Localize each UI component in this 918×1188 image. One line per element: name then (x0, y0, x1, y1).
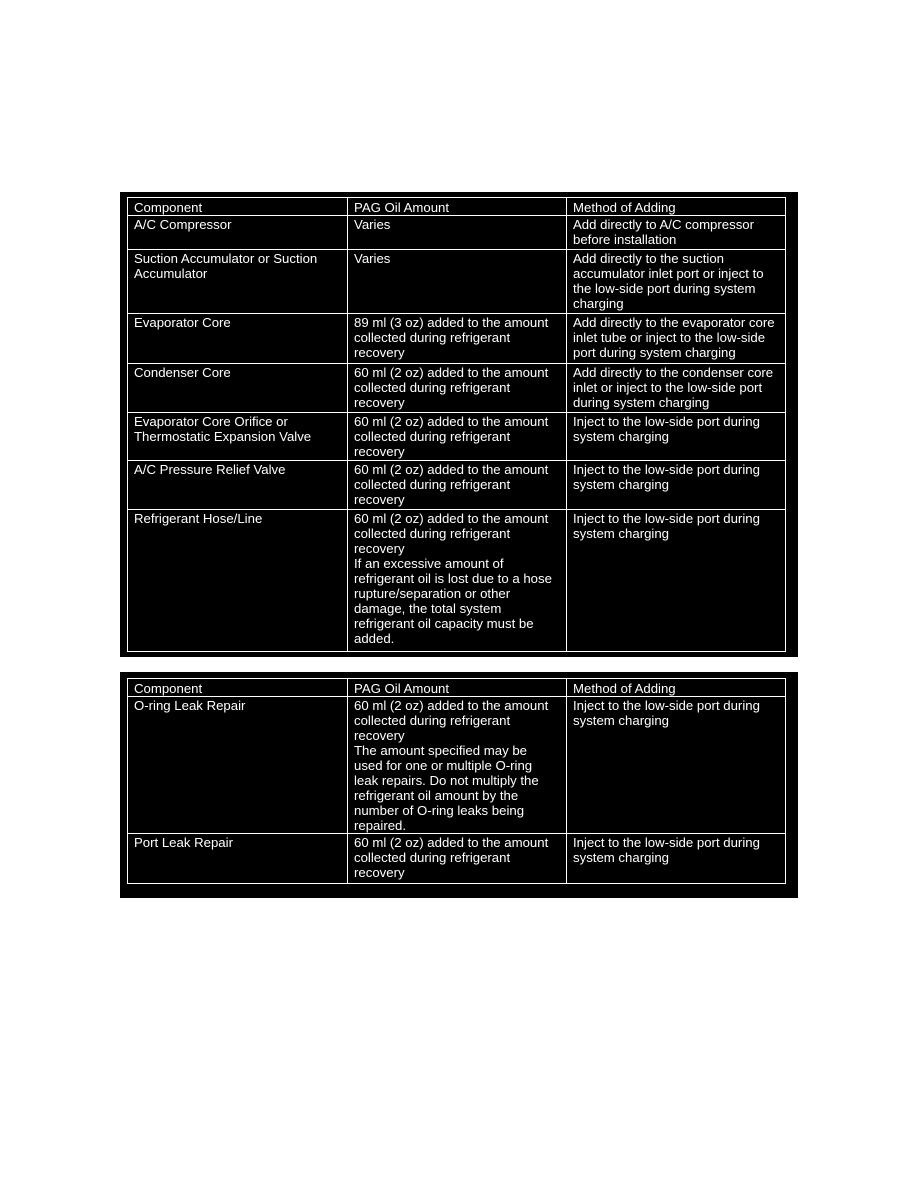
cell-component: O-ring Leak Repair (128, 697, 348, 834)
table-row (128, 364, 786, 413)
table-row (128, 216, 786, 250)
cell-amount: 60 ml (2 oz) added to the amount collected during refrigerant recovery The amount specified may be used for one or multiple O-ring leak repairs. Do not multiply the refrigerant oil amount by the number of O-ring leaks being repaired. (348, 697, 567, 834)
header-pag-oil-amount: PAG Oil Amount (348, 679, 567, 697)
cell-method: Inject to the low-side port during system charging (567, 413, 786, 461)
table-row (128, 250, 786, 314)
cell-component: A/C Compressor (128, 216, 348, 250)
header-method-of-adding: Method of Adding (567, 198, 786, 216)
cell-component: A/C Pressure Relief Valve (128, 461, 348, 510)
table-row (128, 413, 786, 461)
cell-method: Inject to the low-side port during system charging (567, 461, 786, 510)
header-component: Component (128, 198, 348, 216)
cell-method: Inject to the low-side port during system charging (567, 510, 786, 652)
cell-amount: 60 ml (2 oz) added to the amount collected during refrigerant recovery If an excessive amount of refrigerant oil is lost due to a hose rupture/separation or other damage, the total system refrigerant oil capacity must be added. (348, 510, 567, 652)
pag-oil-table-2 (127, 678, 786, 884)
cell-component: Condenser Core (128, 364, 348, 413)
cell-method: Add directly to A/C compressor before installation (567, 216, 786, 250)
cell-amount: 60 ml (2 oz) added to the amount collected during refrigerant recovery (348, 461, 567, 510)
table-row (128, 314, 786, 364)
cell-amount: 60 ml (2 oz) added to the amount collected during refrigerant recovery (348, 364, 567, 413)
pag-oil-table-panel-2 (120, 672, 798, 898)
cell-amount: Varies (348, 216, 567, 250)
cell-method: Add directly to the condenser core inlet or inject to the low-side port during system charging (567, 364, 786, 413)
cell-component: Evaporator Core (128, 314, 348, 364)
cell-method: Inject to the low-side port during system charging (567, 697, 786, 834)
table-row (128, 697, 786, 834)
cell-component: Suction Accumulator or Suction Accumulator (128, 250, 348, 314)
cell-method: Add directly to the evaporator core inlet tube or inject to the low-side port during system charging (567, 314, 786, 364)
header-method-of-adding: Method of Adding (567, 679, 786, 697)
header-pag-oil-amount: PAG Oil Amount (348, 198, 567, 216)
table-row (128, 834, 786, 884)
cell-amount: 60 ml (2 oz) added to the amount collected during refrigerant recovery (348, 413, 567, 461)
header-component: Component (128, 679, 348, 697)
cell-component: Evaporator Core Orifice or Thermostatic Expansion Valve (128, 413, 348, 461)
cell-amount: 60 ml (2 oz) added to the amount collected during refrigerant recovery (348, 834, 567, 884)
table-header-row (128, 679, 786, 697)
cell-component: Refrigerant Hose/Line (128, 510, 348, 652)
cell-amount: 89 ml (3 oz) added to the amount collected during refrigerant recovery (348, 314, 567, 364)
table-row (128, 461, 786, 510)
cell-method: Inject to the low-side port during system charging (567, 834, 786, 884)
cell-amount: Varies (348, 250, 567, 314)
table-header-row (128, 198, 786, 216)
pag-oil-table-1 (127, 197, 786, 652)
cell-method: Add directly to the suction accumulator inlet port or inject to the low-side port during system charging (567, 250, 786, 314)
table-row (128, 510, 786, 652)
cell-component: Port Leak Repair (128, 834, 348, 884)
pag-oil-table-panel-1 (120, 192, 798, 657)
